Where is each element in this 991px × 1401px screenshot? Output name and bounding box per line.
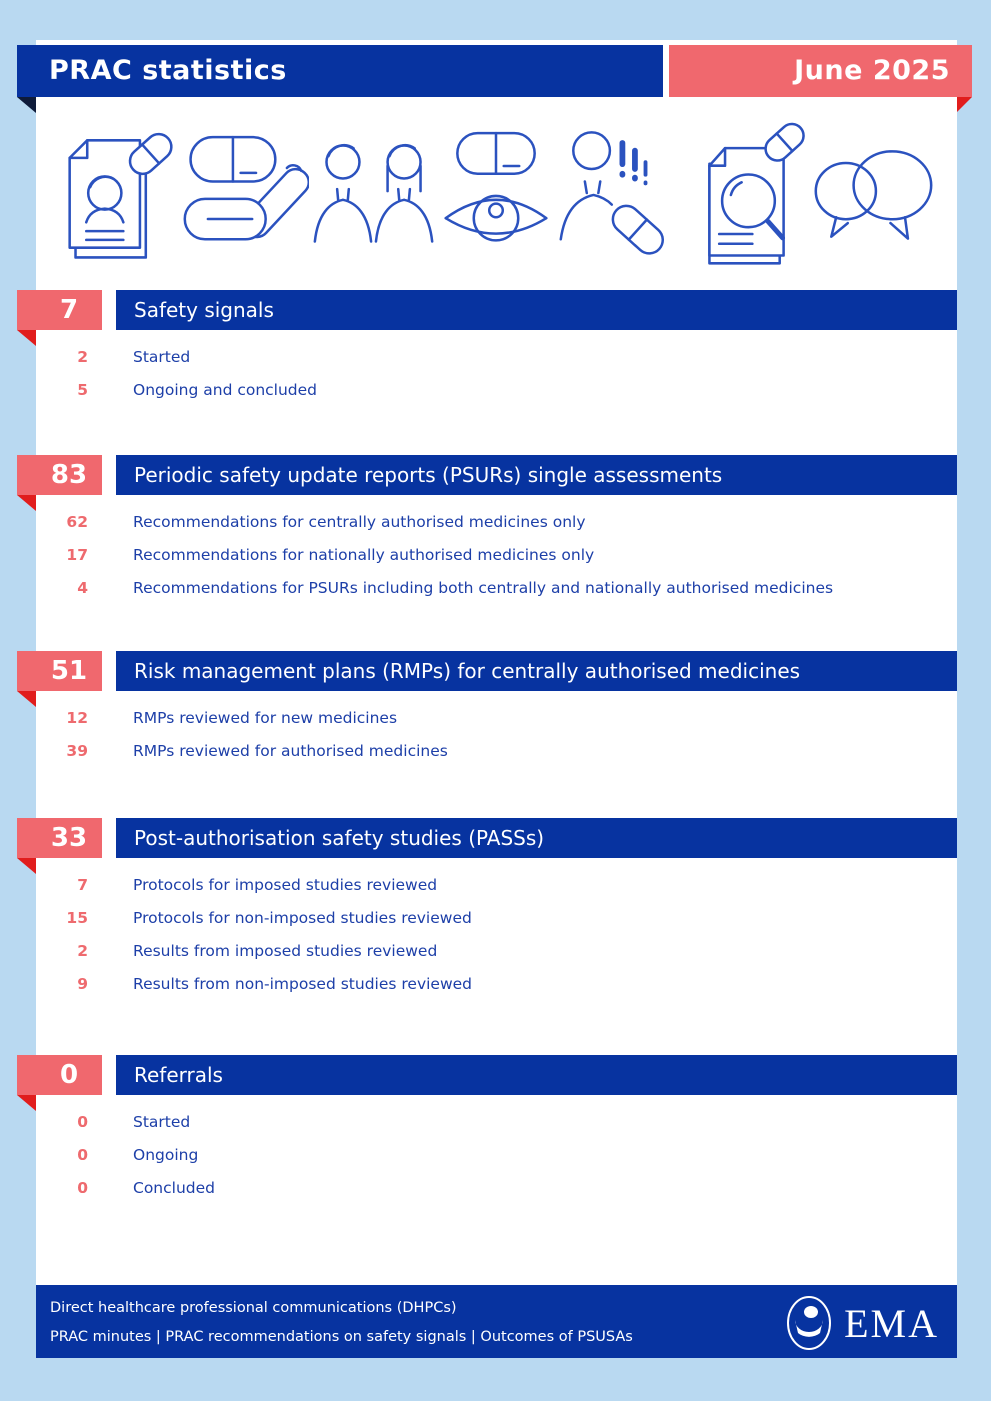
footer-links-row[interactable]: PRAC minutes | PRAC recommendations on safety signals | Outcomes of PSUSAs <box>50 1329 633 1345</box>
stat-label: Started <box>133 347 191 366</box>
stat-row <box>36 701 957 734</box>
section-rows <box>36 495 957 604</box>
stat-value: 39 <box>66 741 88 760</box>
stat-value: 4 <box>77 578 88 597</box>
stat-value: 2 <box>77 941 88 960</box>
section-badge <box>17 818 102 858</box>
stat-label: Recommendations for centrally authorised medicines only <box>133 512 586 531</box>
stat-label: Recommendations for nationally authorised medicines only <box>133 545 595 564</box>
stat-row <box>36 934 957 967</box>
footer <box>36 1285 957 1358</box>
section-badge <box>17 1055 102 1095</box>
stat-section <box>36 290 957 406</box>
stat-row <box>36 373 957 406</box>
stat-value: 0 <box>77 1112 88 1131</box>
stat-label: Ongoing and concluded <box>133 380 318 399</box>
section-rows <box>36 858 957 1000</box>
speech-bubbles-icon <box>809 120 937 268</box>
footer-link-dhpc[interactable]: Direct healthcare professional communications (DHPCs) <box>50 1300 457 1316</box>
stat-row <box>36 967 957 1000</box>
stat-label: Protocols for non-imposed studies reviewed <box>133 908 472 927</box>
stat-section <box>36 651 957 767</box>
stat-value: 7 <box>77 875 88 894</box>
stat-section <box>36 818 957 1000</box>
section-header <box>36 818 957 858</box>
date-banner: June 2025 <box>669 45 972 97</box>
two-people-icon <box>310 120 438 268</box>
stat-value: 17 <box>66 545 88 564</box>
stat-row <box>36 538 957 571</box>
date-banner-fold <box>957 97 972 112</box>
section-title: Safety signals <box>116 290 957 330</box>
stat-label: Recommendations for PSURs including both centrally and nationally authorised medicines <box>133 578 834 597</box>
person-alert-capsule-icon <box>555 120 685 268</box>
section-badge-fold <box>17 495 36 511</box>
section-badge-number: 83 <box>50 460 88 490</box>
section-rows <box>36 691 957 767</box>
section-badge-fold <box>17 1095 36 1111</box>
document-magnifier-pill-icon <box>686 120 808 268</box>
section-rows <box>36 1095 957 1204</box>
section-title: Risk management plans (RMPs) for centrally authorised medicines <box>116 651 957 691</box>
stat-section <box>36 455 957 604</box>
stat-section <box>36 1055 957 1204</box>
stat-label: Protocols for imposed studies reviewed <box>133 875 438 894</box>
page-title: PRAC statistics <box>17 45 663 97</box>
stat-value: 9 <box>77 974 88 993</box>
stat-value: 12 <box>66 708 88 727</box>
stat-value: 0 <box>77 1145 88 1164</box>
ema-logo <box>782 1295 939 1351</box>
stat-row <box>36 1171 957 1204</box>
stat-value: 2 <box>77 347 88 366</box>
section-badge-fold <box>17 330 36 346</box>
stat-value: 62 <box>66 512 88 531</box>
hand-holding-capsule-icon <box>179 120 309 268</box>
section-title: Referrals <box>116 1055 957 1095</box>
section-badge-number: 7 <box>59 295 79 325</box>
stat-label: Concluded <box>133 1178 215 1197</box>
section-header <box>36 290 957 330</box>
stat-label: Results from non-imposed studies reviewed <box>133 974 473 993</box>
stat-row <box>36 505 957 538</box>
stat-row <box>36 868 957 901</box>
section-badge-number: 33 <box>50 823 88 853</box>
stat-label: Started <box>133 1112 191 1131</box>
capsule-eye-icon <box>438 120 554 268</box>
stat-label: RMPs reviewed for new medicines <box>133 708 398 727</box>
section-badge <box>17 651 102 691</box>
stat-row <box>36 340 957 373</box>
section-badge-number: 51 <box>50 656 88 686</box>
section-badge-fold <box>17 691 36 707</box>
infographic-card <box>36 40 957 1358</box>
icons-row <box>36 118 957 270</box>
ema-logo-icon <box>782 1295 836 1351</box>
stat-value: 0 <box>77 1178 88 1197</box>
stat-row <box>36 571 957 604</box>
section-header <box>36 1055 957 1095</box>
stat-value: 5 <box>77 380 88 399</box>
stat-row <box>36 734 957 767</box>
stat-label: Ongoing <box>133 1145 199 1164</box>
title-banner-fold <box>17 97 36 113</box>
stat-label: Results from imposed studies reviewed <box>133 941 438 960</box>
sections <box>36 290 957 1204</box>
section-badge <box>17 290 102 330</box>
ema-logo-text: EMA <box>844 1300 939 1346</box>
stat-row <box>36 1105 957 1138</box>
section-badge-fold <box>17 858 36 874</box>
stat-row <box>36 901 957 934</box>
section-title: Post-authorisation safety studies (PASSs) <box>116 818 957 858</box>
section-badge-number: 0 <box>59 1060 79 1090</box>
stat-row <box>36 1138 957 1171</box>
section-badge <box>17 455 102 495</box>
section-header <box>36 455 957 495</box>
section-title: Periodic safety update reports (PSURs) single assessments <box>116 455 957 495</box>
stat-label: RMPs reviewed for authorised medicines <box>133 741 448 760</box>
section-rows <box>36 330 957 406</box>
stat-value: 15 <box>66 908 88 927</box>
section-header <box>36 651 957 691</box>
patient-report-pill-icon <box>56 120 178 268</box>
